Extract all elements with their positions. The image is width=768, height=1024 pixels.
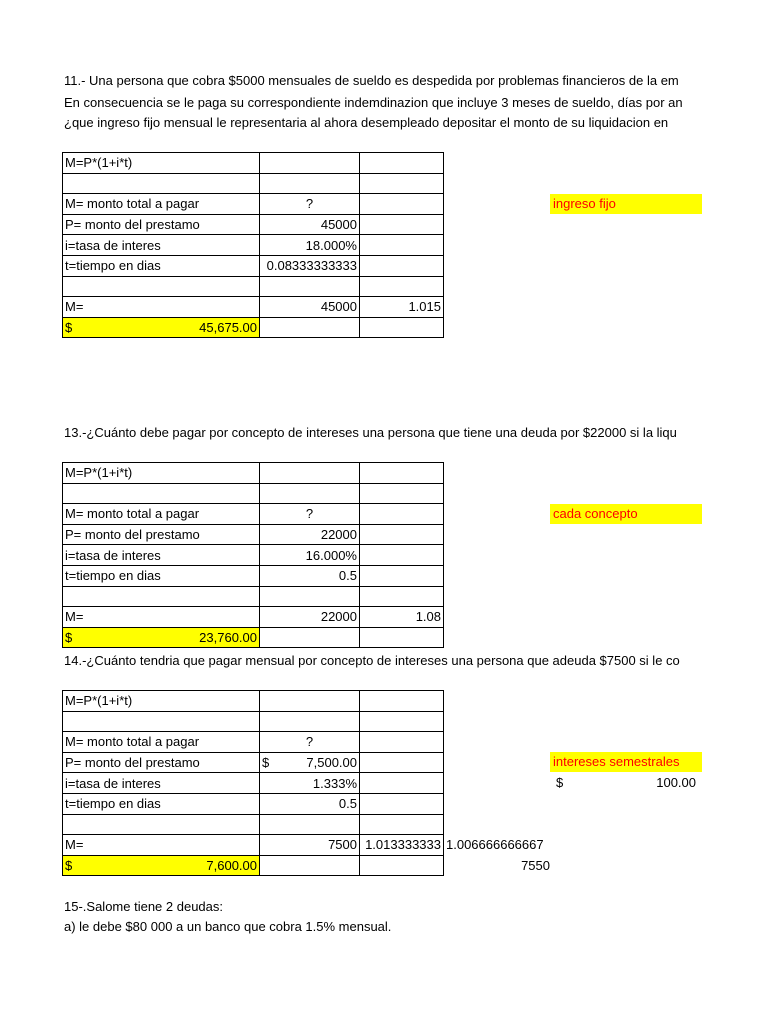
- cell[interactable]: [260, 711, 360, 732]
- problem-14-tag[interactable]: intereses semestrales: [550, 752, 702, 772]
- cell[interactable]: [360, 793, 444, 814]
- p-label-cell[interactable]: P= monto del prestamo: [63, 524, 260, 545]
- calc-p-cell[interactable]: 45000: [260, 297, 360, 318]
- total-cell[interactable]: [63, 627, 260, 648]
- problem-15-line-1: 15-.Salome tiene 2 deudas:: [64, 899, 223, 914]
- cell[interactable]: [360, 565, 444, 586]
- cell[interactable]: [360, 545, 444, 566]
- calc-factor-cell[interactable]: 1.013333333: [360, 835, 444, 856]
- calc-label-cell[interactable]: M=: [63, 835, 260, 856]
- problem-11-tag[interactable]: ingreso fijo: [550, 194, 702, 214]
- cell[interactable]: [360, 504, 444, 525]
- total-currency: $: [65, 858, 73, 874]
- cell[interactable]: [360, 855, 444, 876]
- problem-11-line-1: 11.- Una persona que cobra $5000 mensuales de sueldo es despedida por problemas financieros de la em: [64, 73, 679, 88]
- cell[interactable]: [63, 814, 260, 835]
- calc-factor-cell[interactable]: 1.015: [360, 297, 444, 318]
- total-cell[interactable]: [63, 317, 260, 338]
- cell[interactable]: [360, 627, 444, 648]
- cell[interactable]: [360, 586, 444, 607]
- t-value-cell[interactable]: 0.5: [260, 793, 360, 814]
- calc-label-cell[interactable]: M=: [63, 607, 260, 628]
- cell[interactable]: [360, 732, 444, 753]
- cell[interactable]: [63, 276, 260, 297]
- cell[interactable]: [360, 814, 444, 835]
- i-value-cell[interactable]: 1.333%: [260, 773, 360, 794]
- problem-14-line-1: 14.-¿Cuánto tendria que pagar mensual por concepto de intereses una persona que adeuda $7500 si le co: [64, 653, 680, 668]
- cell[interactable]: [360, 483, 444, 504]
- total-value: 7,600.00: [206, 858, 257, 874]
- total-cell[interactable]: [63, 855, 260, 876]
- problem-11-table: [62, 152, 444, 338]
- p-label-cell[interactable]: P= monto del prestamo: [63, 214, 260, 235]
- t-label-cell[interactable]: t=tiempo en dias: [63, 793, 260, 814]
- m-value-cell[interactable]: ?: [260, 194, 360, 215]
- extra-below-cell[interactable]: 7550: [521, 858, 550, 873]
- cell[interactable]: [260, 586, 360, 607]
- cell[interactable]: [260, 173, 360, 194]
- cell[interactable]: [260, 855, 360, 876]
- problem-13-tag[interactable]: cada concepto: [550, 504, 702, 524]
- p-amount: 7,500.00: [306, 755, 357, 771]
- p-currency: $: [262, 755, 270, 771]
- t-label-cell[interactable]: t=tiempo en dias: [63, 255, 260, 276]
- total-currency: $: [65, 320, 73, 336]
- problem-14-table: [62, 690, 444, 876]
- problem-13-line-1: 13.-¿Cuánto debe pagar por concepto de intereses una persona que tiene una deuda por $22000 si la liqu: [64, 425, 677, 440]
- cell[interactable]: [260, 691, 360, 712]
- cell[interactable]: [360, 214, 444, 235]
- cell[interactable]: [260, 317, 360, 338]
- cell[interactable]: [260, 463, 360, 484]
- i-value-cell[interactable]: 18.000%: [260, 235, 360, 256]
- cell[interactable]: [63, 711, 260, 732]
- i-label-cell[interactable]: i=tasa de interes: [63, 773, 260, 794]
- calc-label-cell[interactable]: M=: [63, 297, 260, 318]
- p-label-cell[interactable]: P= monto del prestamo: [63, 752, 260, 773]
- cell[interactable]: [260, 483, 360, 504]
- cell[interactable]: [360, 317, 444, 338]
- tag-value[interactable]: 100.00: [656, 775, 696, 790]
- formula-cell[interactable]: M=P*(1+i*t): [63, 691, 260, 712]
- calc-extra-cell[interactable]: 1.006666666667: [446, 837, 544, 852]
- i-label-cell[interactable]: i=tasa de interes: [63, 545, 260, 566]
- total-value: 23,760.00: [199, 630, 257, 646]
- cell[interactable]: [360, 235, 444, 256]
- cell[interactable]: [360, 524, 444, 545]
- calc-p-cell[interactable]: 22000: [260, 607, 360, 628]
- cell[interactable]: [260, 153, 360, 174]
- cell[interactable]: [360, 691, 444, 712]
- cell[interactable]: [360, 711, 444, 732]
- t-label-cell[interactable]: t=tiempo en dias: [63, 565, 260, 586]
- p-value-cell[interactable]: 22000: [260, 524, 360, 545]
- cell[interactable]: [260, 276, 360, 297]
- cell[interactable]: [360, 194, 444, 215]
- problem-11-line-2: En consecuencia se le paga su correspondiente indemdinazion que incluye 3 meses de sueldo, días por an: [64, 95, 683, 110]
- cell[interactable]: [360, 153, 444, 174]
- cell[interactable]: [360, 752, 444, 773]
- problem-15-line-2: a) le debe $80 000 a un banco que cobra 1.5% mensual.: [64, 919, 392, 934]
- cell[interactable]: [360, 773, 444, 794]
- problem-11-line-3: ¿que ingreso fijo mensual le representaria al ahora desempleado depositar el monto de su liquidacion en: [64, 115, 669, 130]
- total-currency: $: [65, 630, 73, 646]
- cell[interactable]: [63, 173, 260, 194]
- cell[interactable]: [63, 483, 260, 504]
- p-value-cell[interactable]: 45000: [260, 214, 360, 235]
- t-value-cell[interactable]: 0.08333333333: [260, 255, 360, 276]
- cell[interactable]: [360, 276, 444, 297]
- cell[interactable]: [360, 255, 444, 276]
- cell[interactable]: [260, 814, 360, 835]
- t-value-cell[interactable]: 0.5: [260, 565, 360, 586]
- m-label-cell[interactable]: M= monto total a pagar: [63, 732, 260, 753]
- total-value: 45,675.00: [199, 320, 257, 336]
- cell[interactable]: [260, 627, 360, 648]
- p-value-cell[interactable]: [260, 752, 360, 773]
- formula-cell[interactable]: M=P*(1+i*t): [63, 463, 260, 484]
- cell[interactable]: [63, 586, 260, 607]
- tag-currency: $: [556, 775, 564, 790]
- calc-p-cell[interactable]: 7500: [260, 835, 360, 856]
- m-value-cell[interactable]: ?: [260, 504, 360, 525]
- cell[interactable]: [360, 463, 444, 484]
- m-value-cell[interactable]: ?: [260, 732, 360, 753]
- i-value-cell[interactable]: 16.000%: [260, 545, 360, 566]
- formula-cell[interactable]: M=P*(1+i*t): [63, 153, 260, 174]
- m-label-cell[interactable]: M= monto total a pagar: [63, 194, 260, 215]
- cell[interactable]: [360, 173, 444, 194]
- problem-13-table: [62, 462, 444, 648]
- calc-factor-cell[interactable]: 1.08: [360, 607, 444, 628]
- m-label-cell[interactable]: M= monto total a pagar: [63, 504, 260, 525]
- i-label-cell[interactable]: i=tasa de interes: [63, 235, 260, 256]
